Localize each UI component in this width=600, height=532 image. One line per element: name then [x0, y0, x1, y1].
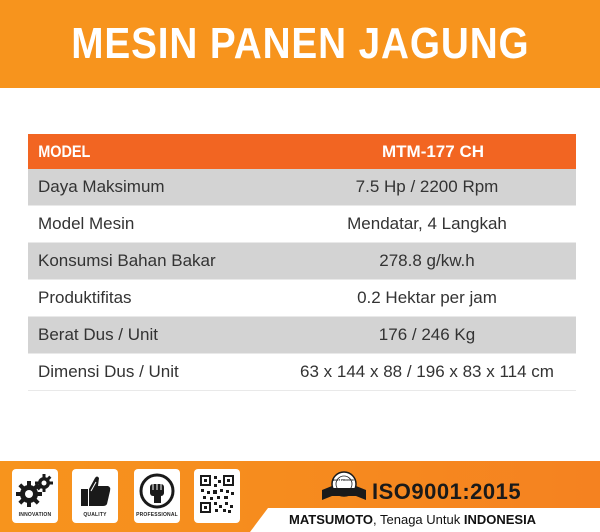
seal-text: BEST PRODUCT — [332, 478, 356, 482]
table-header-value: MTM-177 CH — [381, 141, 484, 161]
badge-label: PROFESSIONAL — [136, 512, 178, 518]
table-header-label: MODEL — [38, 141, 91, 161]
table-header-row — [28, 134, 576, 169]
row-label: Model Mesin — [38, 214, 135, 233]
thumbs-up-icon — [75, 472, 115, 510]
row-label: Berat Dus / Unit — [38, 325, 158, 344]
table-row — [28, 243, 576, 280]
quality-badge — [72, 469, 118, 523]
professional-badge — [134, 469, 180, 523]
row-value: 0.2 Hektar per jam — [357, 288, 497, 307]
tagline-country: INDONESIA — [463, 512, 537, 527]
row-value: Mendatar, 4 Langkah — [347, 214, 507, 233]
row-label: Daya Maksimum — [38, 177, 165, 196]
table-row — [28, 280, 576, 317]
badge-label: QUALITY — [83, 512, 107, 518]
table-row — [28, 354, 576, 391]
table-row — [28, 169, 576, 206]
page-title: MESIN PANEN JAGUNG — [70, 19, 530, 68]
row-value: 63 x 144 x 88 / 196 x 83 x 114 cm — [300, 362, 554, 381]
spec-table — [28, 134, 576, 391]
row-label: Produktifitas — [38, 288, 132, 307]
badge-label: INNOVATION — [18, 512, 52, 518]
footer-tagline — [289, 512, 536, 527]
row-label: Konsumsi Bahan Bakar — [38, 251, 216, 270]
tagline-brand: MATSUMOTO — [289, 512, 374, 527]
table-row — [28, 206, 576, 243]
iso-certification: ISO9001:2015 — [372, 479, 522, 504]
qr-badge[interactable] — [194, 469, 240, 523]
row-value: 7.5 Hp / 2200 Rpm — [355, 177, 499, 196]
row-value: 278.8 g/kw.h — [379, 251, 475, 270]
qr-code-icon[interactable] — [197, 472, 237, 516]
tagline-middle: , Tenaga Untuk — [373, 512, 464, 527]
table-row — [28, 317, 576, 354]
header-banner — [0, 0, 600, 88]
row-label: Dimensi Dus / Unit — [38, 362, 179, 381]
row-value: 176 / 246 Kg — [378, 325, 476, 344]
innovation-badge — [12, 469, 58, 523]
fist-icon — [137, 472, 177, 510]
best-product-seal-icon — [320, 470, 368, 508]
gears-icon — [15, 472, 55, 510]
